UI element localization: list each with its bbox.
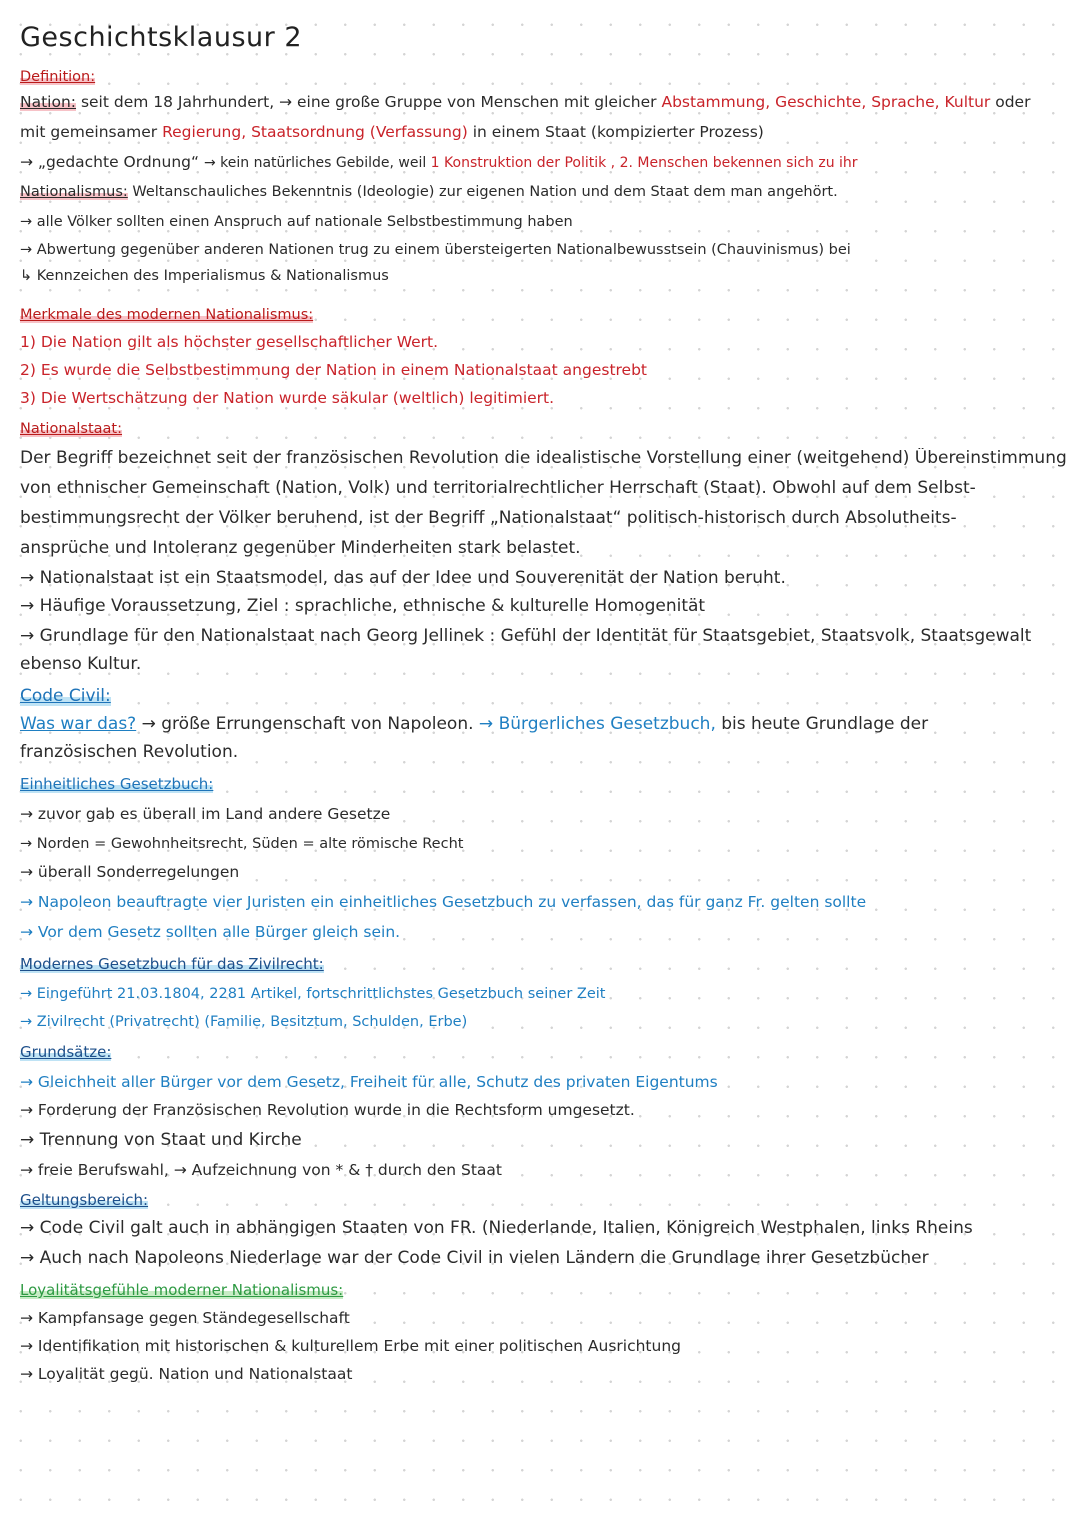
loyalitaet-heading: Loyalitätsgefühle moderner Nationalismus: (20, 1281, 344, 1299)
loyalitaet-item-2: → Identifikation mit historischen & kulturellem Erbe mit einer politischen Ausrichtung (20, 1337, 681, 1355)
nationalstaat-bullet-1: → Nationalstaat ist ein Staatsmodel, das auf der Idee und Souverenität der Nation beruht. (20, 568, 786, 588)
geltung-item-1: → Code Civil galt auch in abhängigen Staaten von FR. (Niederlande, Italien, Königreich Westphalen, links Rheins (20, 1218, 973, 1238)
nationalismus-bullet-2: → Abwertung gegenüber anderen Nationen trug zu einem übersteigerten Nationalbewusstsein (Chauvinismus) bei (20, 242, 851, 258)
page-title: Geschichtsklausur 2 (20, 22, 303, 53)
nationalstaat-paragraph-line-4: ansprüche und Intoleranz gegenüber Minderheiten stark belastet. (20, 538, 581, 558)
nationalstaat-paragraph-line-1: Der Begriff bezeichnet seit der französischen Revolution die idealistische Vorstellung einer (weitgehend) Übereinstimmung (20, 448, 1067, 468)
nationalstaat-bullet-3-cont: ebenso Kultur. (20, 654, 142, 674)
nationalstaat-heading: Nationalstaat: (20, 421, 123, 437)
grundsaetze-item-3: → freie Berufswahl, → Aufzeichnung von * & † durch den Staat (20, 1161, 502, 1179)
grundsaetze-item-1: → Forderung der Französischen Revolution wurde in die Rechtsform umgesetzt. (20, 1101, 635, 1119)
nationalismus-bullet-3: ↳ Kennzeichen des Imperialismus & Nationalismus (20, 268, 389, 284)
nationalstaat-paragraph-line-3: bestimmungsrecht der Völker beruhend, ist der Begriff „Nationalstaat“ politisch-historisch durch Absolutheits- (20, 508, 957, 528)
nationalstaat-bullet-3: → Grundlage für den Nationalstaat nach Georg Jellinek : Gefühl der Identität für Staatsgebiet, Staatsvolk, Staatsgewalt (20, 626, 1032, 646)
geltungsbereich-heading: Geltungsbereich: (20, 1191, 149, 1209)
nation-definition-line-1: Nation: seit dem 18 Jahrhundert, → eine große Gruppe von Menschen mit gleicher Abstammung, Geschichte, Sprache, Kultur oder (20, 93, 1031, 111)
einheitlich-blue-2: → Vor dem Gesetz sollten alle Bürger gleich sein. (20, 923, 401, 941)
modern-item-2: → Zivilrecht (Privatrecht) (Familie, Besitztum, Schulden, Erbe) (20, 1014, 468, 1030)
nationalstaat-paragraph-line-2: von ethnischer Gemeinschaft (Nation, Volk) und territorialrechtlicher Herrschaft (Staat). Obwohl auf dem Selbst- (20, 478, 976, 498)
nation-definition-line-2: mit gemeinsamer Regierung, Staatsordnung (Verfassung) in einem Staat (kompizierter Prozess) (20, 123, 764, 141)
modern-item-1: → Eingeführt 21.03.1804, 2281 Artikel, fortschrittlichstes Gesetzbuch seiner Zeit (20, 986, 606, 1002)
merkmal-2: 2) Es wurde die Selbstbestimmung der Nation in einem Nationalstaat angestrebt (20, 361, 648, 379)
einheitlich-item-3: → überall Sonderregelungen (20, 863, 240, 881)
grundsaetze-heading: Grundsätze: (20, 1043, 112, 1061)
merkmal-1: 1) Die Nation gilt als höchster gesellschaftlicher Wert. (20, 333, 439, 351)
merkmal-3: 3) Die Wertschätzung der Nation wurde säkular (weltlich) legitimiert. (20, 389, 555, 407)
loyalitaet-item-3: → Loyalität gegü. Nation und Nationalstaat (20, 1365, 353, 1383)
einheitliches-gesetzbuch-heading: Einheitliches Gesetzbuch: (20, 775, 214, 793)
code-civil-question-line-2: französischen Revolution. (20, 742, 239, 762)
einheitlich-blue-1: → Napoleon beauftragte vier Juristen ein einheitliches Gesetzbuch zu verfassen, das für ganz Fr. gelten sollte (20, 893, 867, 911)
grundsaetze-blue: → Gleichheit aller Bürger vor dem Gesetz, Freiheit für alle, Schutz des privaten Eigentums (20, 1073, 718, 1091)
definition-heading: Definition: (20, 69, 96, 85)
einheitlich-item-1: → zuvor gab es überall im Land andere Gesetze (20, 805, 391, 823)
geltung-item-2: → Auch nach Napoleons Niederlage war der Code Civil in vielen Ländern die Grundlage ihrer Gesetzbücher (20, 1248, 929, 1268)
nation-definition-line-3: → „gedachte Ordnung“ → kein natürliches Gebilde, weil 1 Konstruktion der Politik , 2. Menschen bekennen sich zu ihr (20, 153, 858, 171)
nationalismus-label: Nationalismus: (20, 184, 128, 200)
loyalitaet-item-1: → Kampfansage gegen Ständegesellschaft (20, 1309, 350, 1327)
modernes-gesetzbuch-heading: Modernes Gesetzbuch für das Zivilrecht: (20, 955, 324, 973)
nation-label: Nation: (20, 93, 77, 111)
code-civil-heading: Code Civil: (20, 686, 111, 706)
nationalismus-bullet-1: → alle Völker sollten einen Anspruch auf nationale Selbstbestimmung haben (20, 214, 573, 230)
nationalstaat-bullet-2: → Häufige Voraussetzung, Ziel : sprachliche, ethnische & kulturelle Homogenität (20, 596, 706, 616)
nationalismus-definition: Nationalismus: Weltanschauliches Bekenntnis (Ideologie) zur eigenen Nation und dem Staat dem man angehört. (20, 184, 838, 200)
merkmale-heading: Merkmale des modernen Nationalismus: (20, 307, 314, 323)
code-civil-question-line-1: Was war das? → größe Errungenschaft von Napoleon. → Bürgerliches Gesetzbuch, bis heute Grundlage der (20, 714, 929, 734)
einheitlich-item-2: → Norden = Gewohnheitsrecht, Süden = alte römische Recht (20, 836, 464, 852)
grundsaetze-item-2: → Trennung von Staat und Kirche (20, 1130, 302, 1150)
